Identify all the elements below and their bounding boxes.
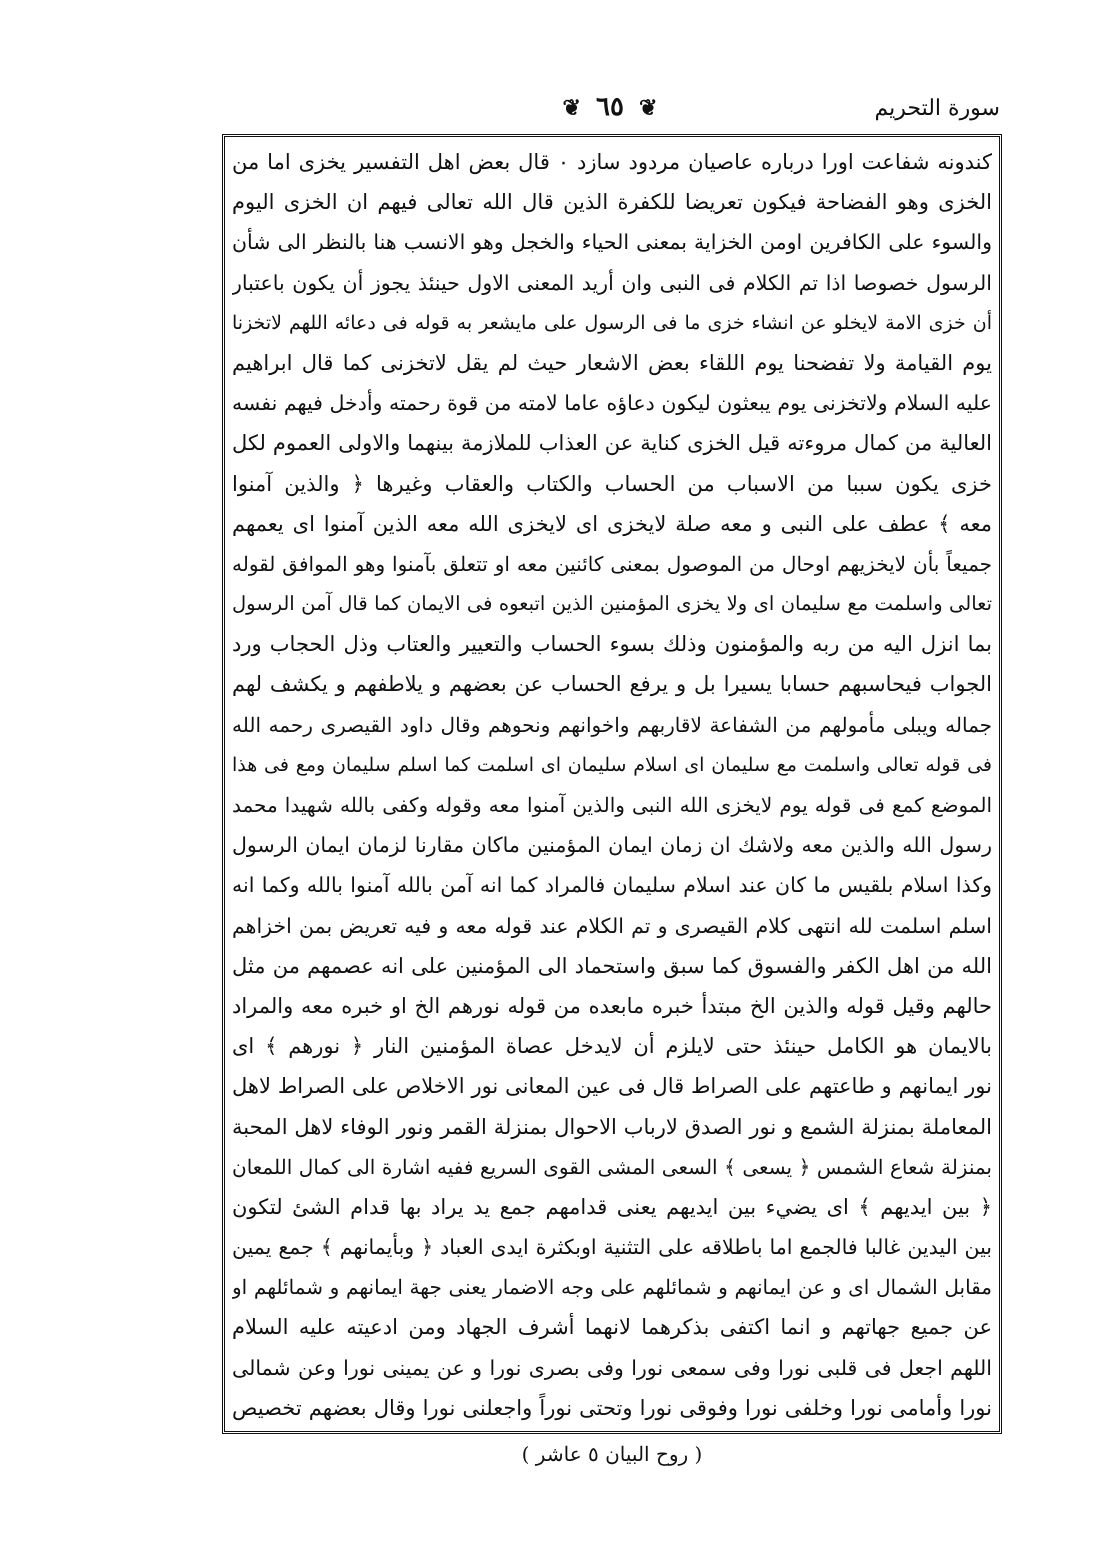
ornament-left-icon: ❦ [562,95,581,121]
text-line: الجواب فيحاسبهم حسابا يسيرا بل و يرفع الحساب عن بعضهم و يلاطفهم و يكشف لهم [232,672,992,697]
text-line: حالهم وقيل قوله والذين الخ مبتدأ خبره مابعده من قوله نورهم الخ او خبره معه والمراد [232,993,992,1018]
ornament-right-icon: ❦ [639,95,658,121]
text-line: الخزى وهو الفضاحة فيكون تعريضا للكفرة الذين قال الله تعالى فيهم ان الخزى اليوم [232,190,992,215]
text-line: بين اليدين غالبا فالجمع اما باطلاقه على التثنية اوبكثرة ايدى العباد ﴿ وبأيمانهم ﴾ جمع يمين [232,1235,992,1260]
text-line: تعالى واسلمت مع سليمان اى ولا يخزى المؤمنين الذين اتبعوه فى الايمان كما قال آمن الرسول [232,592,992,616]
text-line: جميعاً بأن لايخزيهم اوحال من الموصول بمعنى كائنين معه او تتعلق بآمنوا وهو الموافق لقوله [232,551,992,576]
text-line: معه ﴾ عطف على النبى و معه صلة لايخزى اى لايخزى الله معه الذين آمنوا اى يعمهم [232,511,992,536]
text-line: الله من اهل الكفر والفسوق كما سبق واستحماد الى المؤمنين على انه عصمهم من مثل [232,953,992,978]
text-line: وكذا اسلام بلقيس ما كان عند اسلام سليمان فالمراد كما انه آمن بالله آمنوا بالله وكما انه [232,873,992,898]
text-line: اللهم اجعل فى قلبى نورا وفى سمعى نورا وفى بصرى نورا و عن يمينى نورا وعن شمالى [232,1355,992,1380]
text-line: جماله ويبلى مأمولهم من الشفاعة لاقاربهم واخوانهم ونحوهم وقال داود القيصرى رحمه الله [232,712,992,737]
text-line: نورا وأمامى نورا وخلفى نورا وفوقى نورا وتحتى نوراً واجعلنى نورا وقال بعضهم تخصيص [232,1395,992,1420]
text-line: عليه السلام ولاتخزنى يوم يبعثون ليكون دعاؤه عاما لامته من قوة رحمته وأدخل فيهم نفسه [232,391,992,416]
text-line: المعاملة بمنزلة الشمع و نور الصدق لارباب الاحوال بمنزلة القمر ونور الوفاء لاهل المحبة [232,1114,992,1139]
text-line: اسلم اسلمت لله انتهى كلام القيصرى و تم الكلام عند قوله معه و فيه تعريض بمن اخزاهم [232,913,992,938]
text-line: مقابل الشمال اى و عن ايمانهم و شمائلهم على وجه الاضمار يعنى جهة ايمانهم و شمائلهم او [232,1275,992,1300]
main-text-block [232,142,992,1428]
text-line: فى قوله تعالى واسلمت مع سليمان اى اسلام سليمان اى اسلمت كما اسلم سليمان ومع فى هذا [232,753,992,776]
text-line: بمنزلة شعاع الشمس ﴿ يسعى ﴾ السعى المشى القوى السريع ففيه اشارة الى كمال اللمعان [232,1154,992,1179]
text-line: خزى يكون سببا من الاسباب من الحساب والكتاب والعقاب وغيرها ﴿ والذين آمنوا [232,471,992,496]
text-line: بما انزل اليه من ربه والمؤمنون وذلك بسوء الحساب والتعيير والعتاب وذل الحجاب ورد [232,632,992,657]
surah-name: سورة التحريم [874,96,1000,121]
text-line: نور ايمانهم و طاعتهم على الصراط قال فى عين المعانى نور الاخلاص على الصراط لاهل [232,1074,992,1099]
footer-label: ( روح البيان ٥ عاشر ) [521,1442,703,1466]
page-header [220,86,1000,134]
text-line: الموضع كمع فى قوله يوم لايخزى الله النبى والذين آمنوا معه وقوله وكفى بالله شهيدا محمد [232,793,992,817]
text-line: العالية من كمال مروءته قيل الخزى كناية عن العذاب للملازمة بينهما والاولى العموم لكل [232,431,992,456]
text-line: أن خزى الامة لايخلو عن انشاء خزى ما فى الرسول على مايشعر به قوله فى دعائه اللهم لاتخزنا [232,311,992,334]
text-line: يوم القيامة ولا تفضحنا يوم اللقاء بعض الاشعار حيث لم يقل لاتخزنى كما قال ابراهيم [232,350,992,375]
text-line: عن جميع جهاتهم و انما اكتفى بذكرهما لانهما أشرف الجهاد ومن ادعيته عليه السلام [232,1315,992,1340]
text-line: رسول الله والذين معه ولاشك ان زمان ايمان المؤمنين ماكان مقارنا لزمان ايمان الرسول [232,833,992,858]
text-line: والسوء على الكافرين اومن الخزاية بمعنى الحياء والخجل وهو الانسب هنا بالنظر الى شأن [232,230,992,255]
text-line: كندونه شفاعت اورا درباره عاصيان مردود سازد ٠ قال بعض اهل التفسير يخزى اما من [232,150,992,174]
page-number: ٦٥ [596,92,624,122]
text-line: ﴿ بين ايديهم ﴾ اى يضيء بين ايديهم يعنى قدامهم جمع يد يراد بها قدام الشئ لتكون [232,1194,992,1219]
text-line: الرسول خصوصا اذا تم الكلام فى النبى وان أريد المعنى الاول حينئذ يجوز أن يكون باعتبار [232,270,992,295]
text-line: بالايمان هو الكامل حينئذ حتى لايلزم أن لايدخل عصاة المؤمنين النار ﴿ نورهم ﴾ اى [232,1034,992,1059]
